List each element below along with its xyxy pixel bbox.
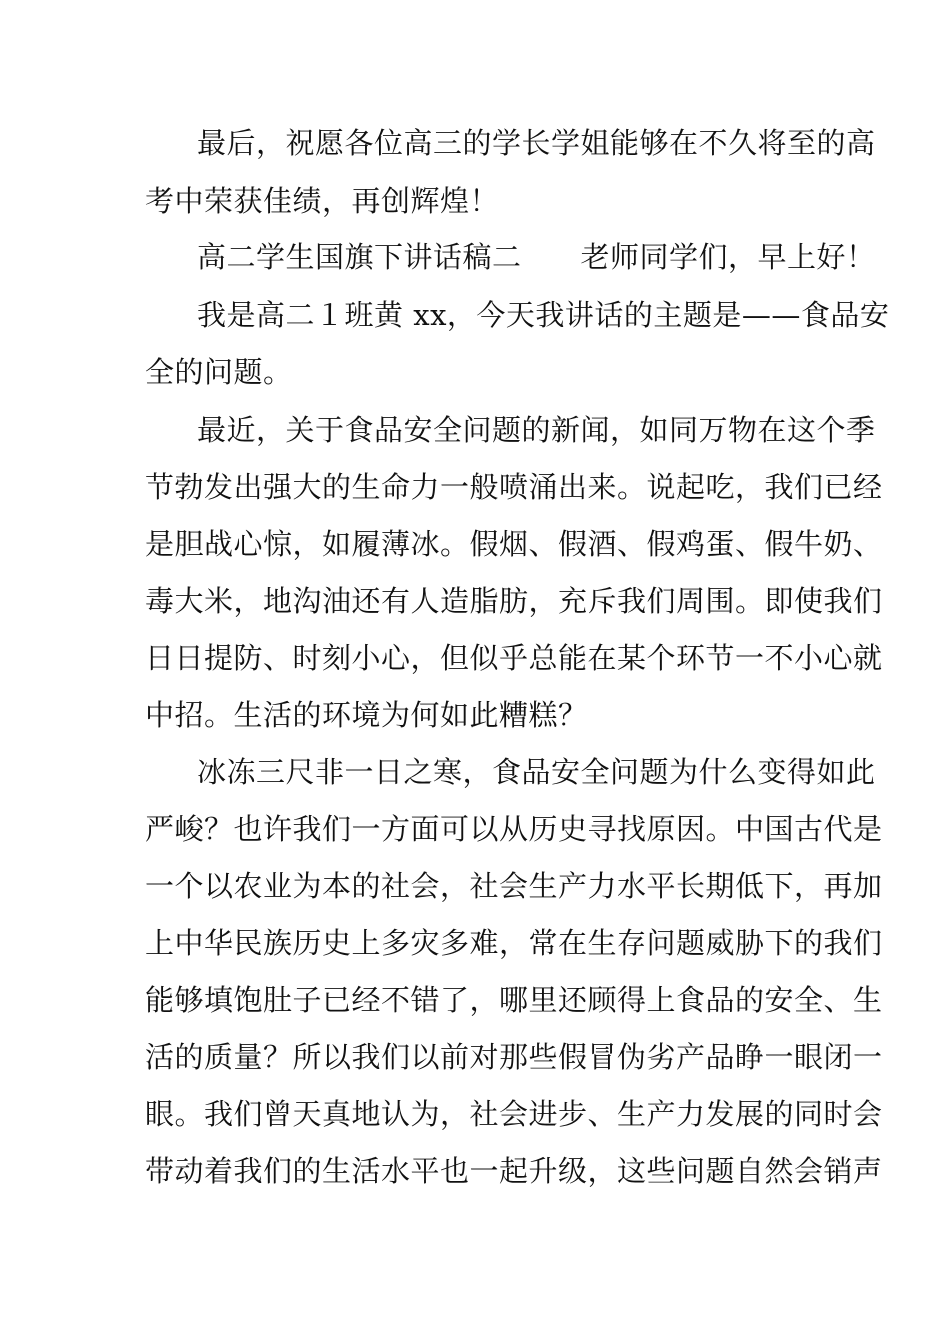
text-line: 最近，关于食品安全问题的新闻，如同万物在这个季 [197, 413, 876, 447]
text-line: 是胆战心惊，如履薄冰。假烟、假酒、假鸡蛋、假牛奶、 [145, 527, 883, 561]
text-line: 节勃发出强大的生命力一般喷涌出来。说起吃，我们已经 [145, 470, 883, 504]
text-line: 全的问题。 [145, 355, 293, 389]
text-line: 上中华民族历史上多灾多难，常在生存问题威胁下的我们 [145, 926, 883, 960]
text-line: 眼。我们曾天真地认为，社会进步、生产力发展的同时会 [145, 1097, 883, 1131]
text-line: 日日提防、时刻小心，但似乎总能在某个环节一不小心就 [145, 641, 883, 675]
text-line: 能够填饱肚子已经不错了，哪里还顾得上食品的安全、生 [145, 983, 883, 1017]
text-line: 毒大米，地沟油还有人造脂肪，充斥我们周围。即使我们 [145, 584, 883, 618]
text-line: 活的质量？所以我们以前对那些假冒伪劣产品睁一眼闭一 [145, 1040, 883, 1074]
text-line: 高二学生国旗下讲话稿二 老师同学们，早上好！ [197, 240, 876, 274]
text-line: 一个以农业为本的社会，社会生产力水平长期低下，再加 [145, 869, 883, 903]
text-line: 考中荣获佳绩，再创辉煌！ [145, 184, 500, 218]
text-line: 冰冻三尺非一日之寒，食品安全问题为什么变得如此 [197, 755, 876, 789]
text-line: 我是高二１班黄 xx，今天我讲话的主题是——食品安 [197, 298, 890, 332]
text-line: 严峻？也许我们一方面可以从历史寻找原因。中国古代是 [145, 812, 883, 846]
text-line: 带动着我们的生活水平也一起升级，这些问题自然会销声 [145, 1154, 883, 1188]
text-line: 中招。生活的环境为何如此糟糕？ [145, 698, 588, 732]
text-line: 最后，祝愿各位高三的学长学姐能够在不久将至的高 [197, 126, 876, 160]
